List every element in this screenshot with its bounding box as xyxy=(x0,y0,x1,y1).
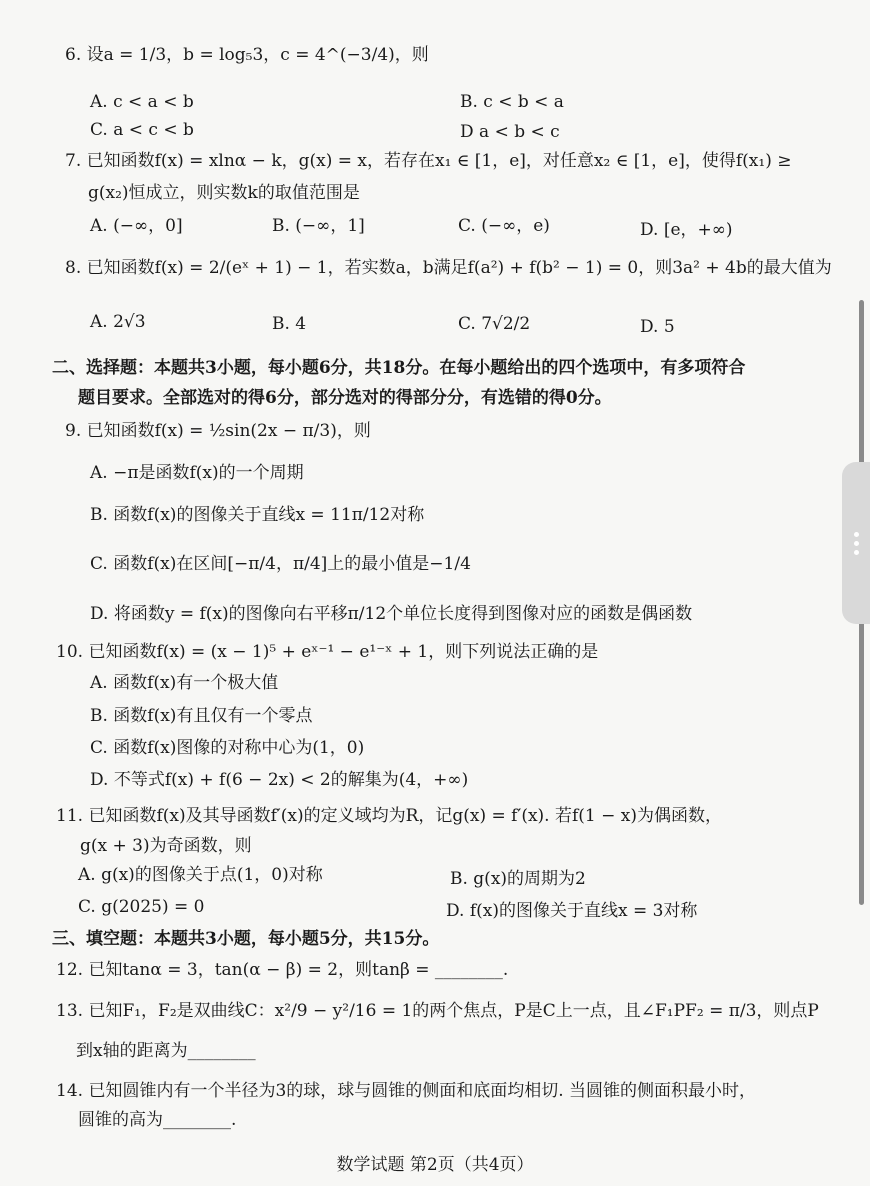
text-line: 8. 已知函数f(x) = 2/(eˣ + 1) − 1，若实数a，b满足f(a²) + f(b² − 1) = 0，则3a² + 4b的最大值为 xyxy=(65,258,832,278)
text-line: C. a < c < b xyxy=(90,120,194,140)
text-line: B. 4 xyxy=(272,314,307,334)
text-line: B. 函数f(x)的图像关于直线x = 11π/12对称 xyxy=(90,505,425,525)
text-line: 14. 已知圆锥内有一个半径为3的球，球与圆锥的侧面和底面均相切. 当圆锥的侧面积最小时， xyxy=(56,1081,757,1101)
text-line: D. f(x)的图像关于直线x = 3对称 xyxy=(446,901,698,921)
text-line: A. (−∞，0] xyxy=(90,216,183,236)
text-line: 10. 已知函数f(x) = (x − 1)⁵ + eˣ⁻¹ − e¹⁻ˣ + 1，则下列说法正确的是 xyxy=(56,642,599,662)
text-line: 题目要求。全部选对的得6分，部分选对的得部分分，有选错的得0分。 xyxy=(78,388,612,408)
text-line: 13. 已知F₁，F₂是双曲线C：x²/9 − y²/16 = 1的两个焦点，P是C上一点，且∠F₁PF₂ = π/3，则点P xyxy=(56,1001,819,1021)
text-line: C. (−∞，e) xyxy=(458,216,550,236)
text-line: C. 7√2/2 xyxy=(458,314,531,334)
text-line: 11. 已知函数f(x)及其导函数f′(x)的定义域均为R，记g(x) = f′(x). 若f(1 − x)为偶函数， xyxy=(56,806,722,826)
text-line: D a < b < c xyxy=(460,122,560,142)
more-dots-icon xyxy=(854,532,859,555)
text-line: B. g(x)的周期为2 xyxy=(450,869,586,889)
text-line: D. [e，+∞) xyxy=(640,220,733,240)
text-line: 6. 设a = 1/3，b = log₅3，c = 4^(−3/4)，则 xyxy=(65,45,429,65)
text-line: A. 函数f(x)有一个极大值 xyxy=(90,673,279,693)
text-line: B. (−∞，1] xyxy=(272,216,365,236)
text-line: B. 函数f(x)有且仅有一个零点 xyxy=(90,706,313,726)
text-line: A. g(x)的图像关于点(1，0)对称 xyxy=(78,865,323,885)
text-line: A. −π是函数f(x)的一个周期 xyxy=(90,463,304,483)
text-line: g(x + 3)为奇函数，则 xyxy=(80,836,252,856)
text-line: D. 不等式f(x) + f(6 − 2x) < 2的解集为(4，+∞) xyxy=(90,770,469,790)
text-line: C. g(2025) = 0 xyxy=(78,897,205,917)
text-line: C. 函数f(x)图像的对称中心为(1，0) xyxy=(90,738,365,758)
text-line: 9. 已知函数f(x) = ½sin(2x − π/3)，则 xyxy=(65,421,371,441)
text-line: A. 2√3 xyxy=(90,312,146,332)
side-panel-handle[interactable] xyxy=(842,462,870,624)
text-line: B. c < b < a xyxy=(460,92,564,112)
text-line: 12. 已知tanα = 3，tan(α − β) = 2，则tanβ = ________. xyxy=(56,960,509,980)
text-line: D. 5 xyxy=(640,317,675,337)
text-line: A. c < a < b xyxy=(90,92,194,112)
text-line: 到x轴的距离为________ xyxy=(76,1041,256,1061)
page-footer: 数学试题 第2页（共4页） xyxy=(336,1155,534,1175)
text-line: D. 将函数y = f(x)的图像向右平移π/12个单位长度得到图像对应的函数是偶函数 xyxy=(90,604,693,624)
text-line: 7. 已知函数f(x) = xlnα − k，g(x) = x，若存在x₁ ∈ [1，e]，对任意x₂ ∈ [1，e]，使得f(x₁) ≥ xyxy=(65,151,792,171)
text-line: 三、填空题：本题共3小题，每小题5分，共15分。 xyxy=(52,929,440,949)
text-line: C. 函数f(x)在区间[−π/4，π/4]上的最小值是−1/4 xyxy=(90,554,471,574)
text-line: 二、选择题：本题共3小题，每小题6分，共18分。在每小题给出的四个选项中，有多项符合 xyxy=(52,358,746,378)
text-line: 圆锥的高为________. xyxy=(78,1110,237,1130)
text-line: g(x₂)恒成立，则实数k的取值范围是 xyxy=(88,183,360,203)
